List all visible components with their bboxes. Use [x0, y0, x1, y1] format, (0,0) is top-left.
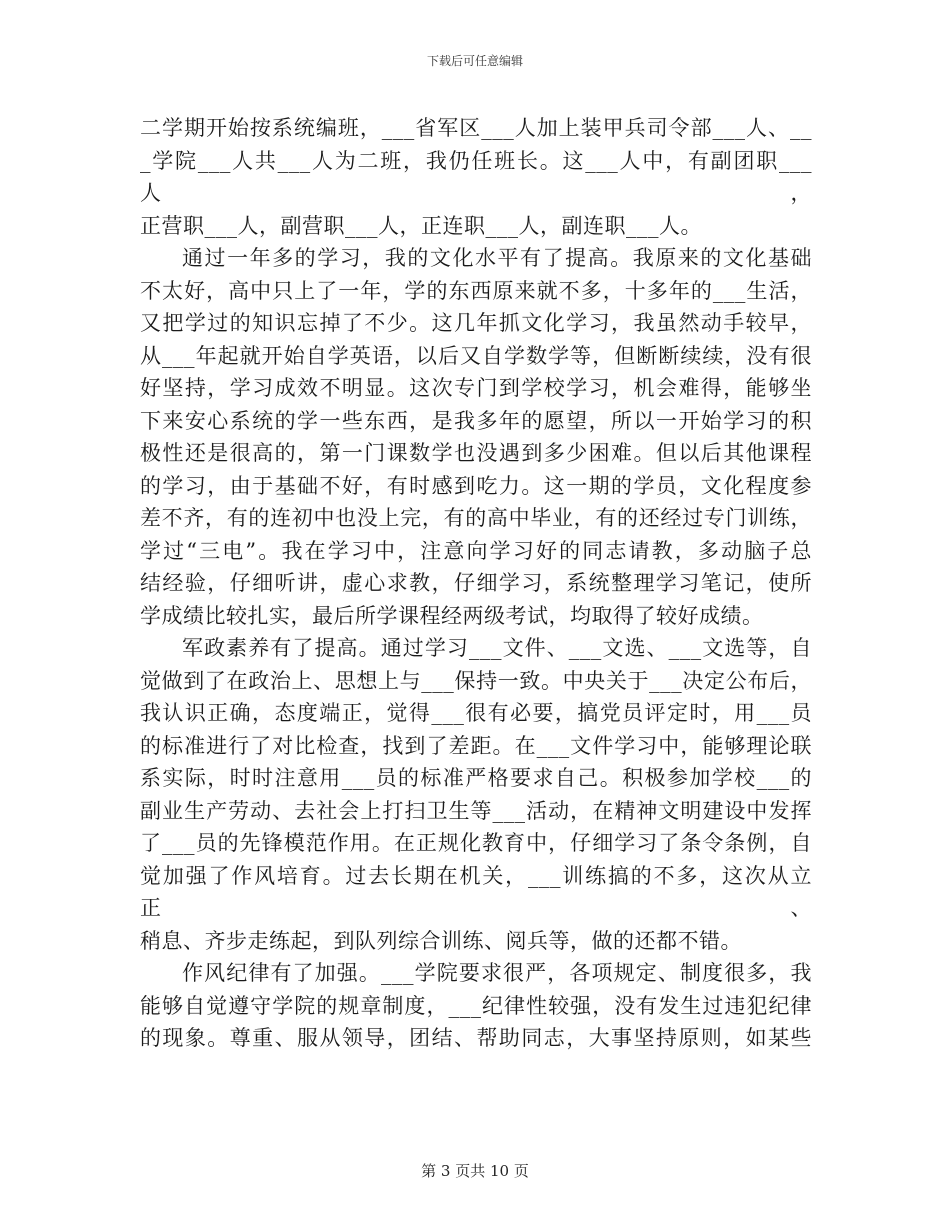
body-line: 学成绩比较扎实，最后所学课程经两级考试，均取得了较好成绩。 — [140, 603, 764, 628]
body-line: 学过“三电”。我在学习中，注意向学习好的同志请教，多动脑子总 — [140, 538, 812, 563]
body-line: 稍息、齐步走练起，到队列综合训练、阅兵等，做的还都不错。 — [140, 928, 742, 953]
body-line: 不太好，高中只上了一年，学的东西原来就不多，十多年的___生活， — [140, 278, 812, 303]
body-line: 觉做到了在政治上、思想上与___保持一致。中央关于___决定公布后， — [140, 668, 812, 693]
body-line: _学院___人共___人为二班，我仍任班长。这___人中，有副团职___人， — [140, 148, 812, 205]
body-line: 能够自觉遵守学院的规章制度，___纪律性较强，没有发生过违犯纪律 — [140, 993, 812, 1018]
body-line: 下来安心系统的学一些东西，是我多年的愿望，所以一开始学习的积 — [140, 408, 812, 433]
body-line: 的学习，由于基础不好，有时感到吃力。这一期的学员，文化程度参 — [140, 473, 812, 498]
body-line: 正营职___人，副营职___人，正连职___人，副连职___人。 — [140, 213, 702, 238]
body-line: 我认识正确，态度端正，觉得___很有必要，搞党员评定时，用___员 — [140, 701, 812, 725]
body-line: 系实际，时时注意用___员的标准严格要求自己。积极参加学校___的 — [140, 766, 812, 790]
body-line: 又把学过的知识忘掉了不少。这几年抓文化学习，我虽然动手较早， — [140, 311, 812, 335]
body-line: 副业生产劳动、去社会上打扫卫生等___活动，在精神文明建设中发挥 — [140, 798, 812, 823]
body-line: 的标准进行了对比检查，找到了差距。在___文件学习中，能够理论联 — [140, 733, 812, 758]
page-header: 下载后可任意编辑 — [426, 54, 523, 68]
body-line: 极性还是很高的，第一门课数学也没遇到多少困难。但以后其他课程 — [140, 441, 812, 465]
body-line: 好坚持，学习成效不明显。这次专门到学校学习，机会难得，能够坐 — [140, 376, 812, 400]
body-line: 二学期开始按系统编班，___省军区___人加上装甲兵司令部___人、__ — [140, 116, 812, 140]
body-line: 结经验，仔细听讲，虚心求教，仔细学习，系统整理学习笔记，使所 — [140, 571, 812, 595]
body-line: 作风纪律有了加强。___学院要求很严，各项规定、制度很多，我 — [182, 961, 812, 985]
body-line: 觉加强了作风培育。过去长期在机关，___训练搞的不多，这次从立正、 — [140, 863, 812, 920]
body-line: 了___员的先锋模范作用。在正规化教育中，仔细学习了条令条例，自 — [140, 831, 812, 855]
body-line: 的现象。尊重、服从领导，团结、帮助同志，大事坚持原则，如某些 — [140, 1026, 812, 1050]
body-line: 军政素养有了提高。通过学习___文件、___文选、___文选等，自 — [182, 636, 812, 660]
document-body — [140, 112, 812, 1055]
body-line: 通过一年多的学习，我的文化水平有了提高。我原来的文化基础 — [182, 246, 812, 270]
body-line: 从___年起就开始自学英语，以后又自学数学等，但断断续续，没有很 — [140, 343, 812, 368]
page-number: 第 3 页共 10 页 — [421, 1162, 529, 1180]
body-line: 差不齐，有的连初中也没上完，有的高中毕业，有的还经过专门训练， — [140, 506, 812, 530]
